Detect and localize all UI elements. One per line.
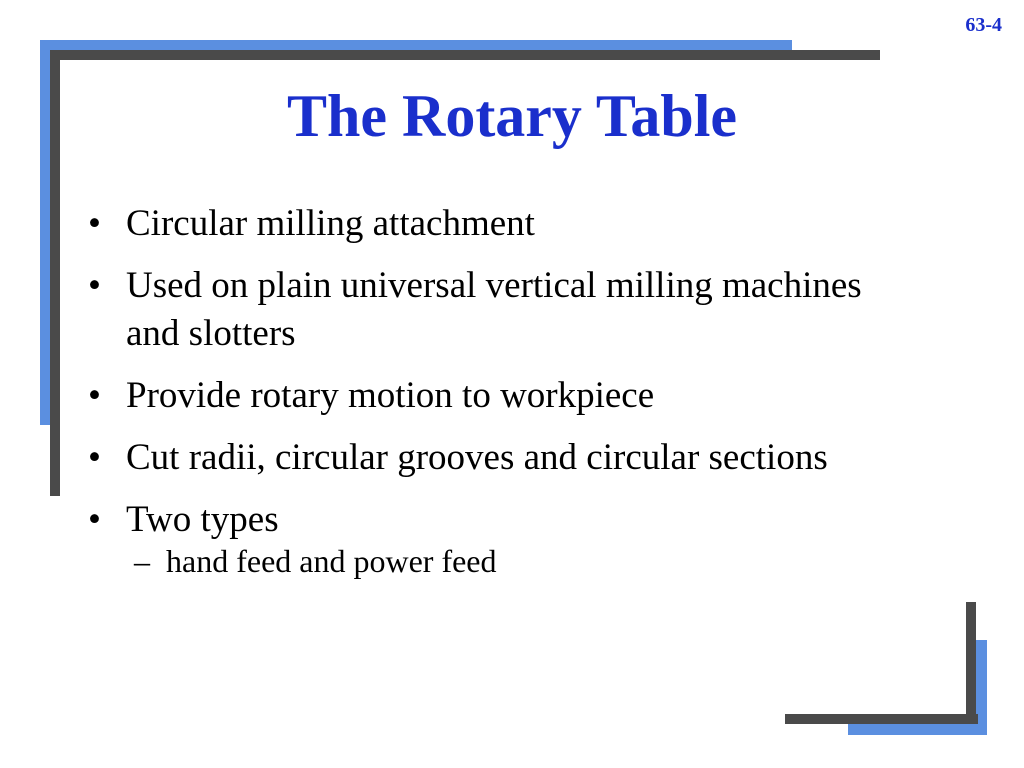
sub-bullet-item	[134, 540, 888, 582]
bullet-text: Circular milling attachment	[126, 203, 535, 244]
bullet-item	[88, 372, 888, 420]
bullet-text: Two types	[126, 499, 279, 540]
bullet-item	[88, 434, 888, 482]
bullet-item	[88, 200, 888, 248]
bullet-text: Used on plain universal vertical milling machines and slotters	[126, 265, 862, 354]
bullet-item	[88, 496, 888, 582]
sub-bullet-list	[126, 540, 888, 582]
sub-bullet-text: hand feed and power feed	[166, 543, 497, 579]
frame-bottom-right-gray-vertical	[966, 602, 976, 724]
page-number: 63-4	[965, 14, 1002, 36]
bullet-item	[88, 262, 888, 358]
frame-bottom-right-blue-horizontal	[848, 723, 987, 735]
bullet-marker: •	[88, 437, 101, 478]
frame-bottom-right-gray-horizontal	[785, 714, 978, 724]
bullet-marker: •	[88, 265, 101, 306]
frame-top-left-gray-horizontal	[50, 50, 880, 60]
bullet-text: Provide rotary motion to workpiece	[126, 375, 655, 416]
bullet-marker: •	[88, 375, 101, 416]
sub-bullet-marker: –	[134, 543, 150, 579]
bullet-marker: •	[88, 203, 101, 244]
bullet-list	[88, 200, 888, 596]
slide-title: The Rotary Table	[286, 83, 738, 149]
bullet-marker: •	[88, 499, 101, 540]
bullet-text: Cut radii, circular grooves and circular sections	[126, 437, 828, 478]
